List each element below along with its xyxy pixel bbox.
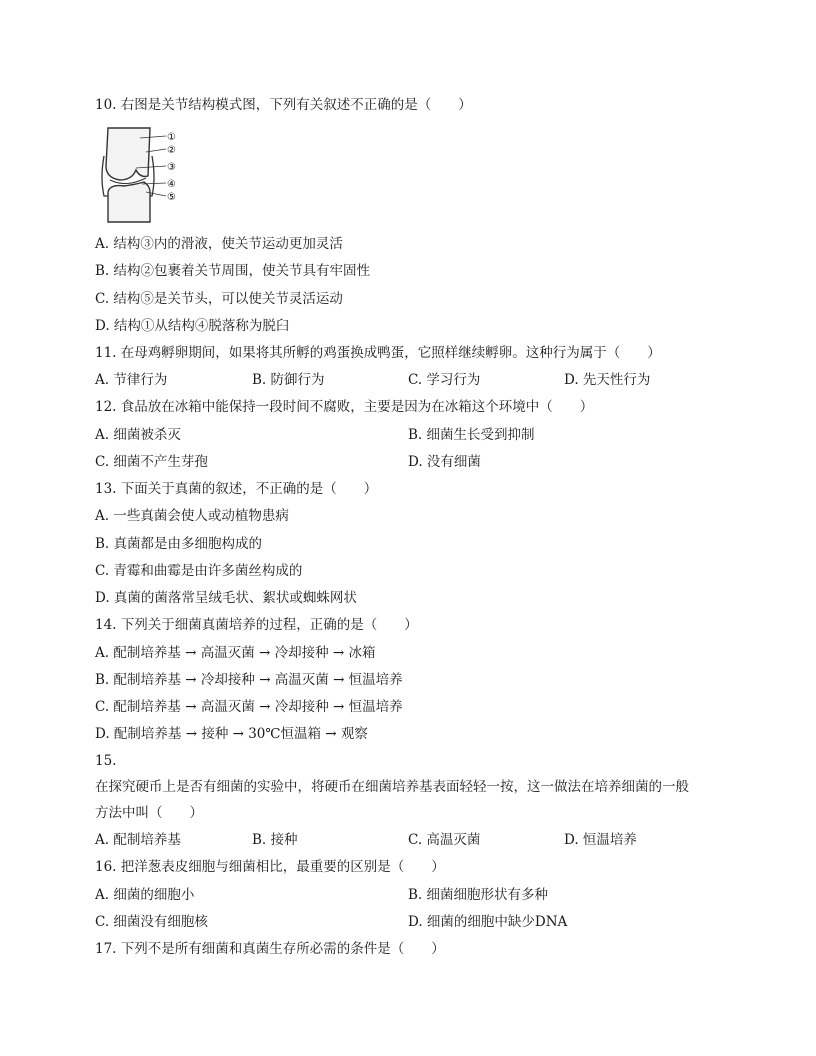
question-17-stem: 17. 下列不是所有细菌和真菌生存所必需的条件是（ ）	[95, 941, 445, 957]
question-11-option-c: C. 学习行为	[408, 372, 481, 388]
question-13-option-c: C. 青霉和曲霉是由许多菌丝构成的	[95, 563, 303, 579]
question-12-stem: 12. 食品放在冰箱中能保持一段时间不腐败，主要是因为在冰箱这个环境中（ ）	[95, 399, 594, 415]
label-1: ①	[167, 132, 176, 143]
question-11-stem: 11. 在母鸡孵卵期间，如果将其所孵的鸡蛋换成鸭蛋，它照样继续孵卵。这种行为属于（ ）	[95, 345, 661, 361]
question-13-option-a: A. 一些真菌会使人或动植物患病	[95, 508, 289, 524]
joint-structure-diagram	[96, 126, 184, 226]
label-3: ③	[167, 162, 176, 173]
question-10-option-a: A. 结构③内的滑液，使关节运动更加灵活	[95, 236, 343, 252]
question-15-number: 15.	[95, 753, 117, 769]
lower-bone	[108, 182, 150, 222]
label-2: ②	[167, 145, 176, 156]
question-15-option-b: B. 接种	[252, 832, 298, 848]
question-13-stem: 13. 下面关于真菌的叙述，不正确的是（ ）	[95, 481, 378, 497]
question-12-option-c: C. 细菌不产生芽孢	[95, 454, 208, 470]
question-14-option-a: A. 配制培养基 → 高温灭菌 → 冷却接种 → 冰箱	[95, 645, 376, 661]
question-13-option-b: B. 真菌都是由多细胞构成的	[95, 536, 263, 552]
question-11-option-a: A. 节律行为	[95, 372, 168, 388]
question-10-option-d: D. 结构①从结构④脱落称为脱臼	[95, 318, 290, 334]
question-16-option-b: B. 细菌细胞形状有多种	[408, 887, 549, 903]
question-15-stem-line1: 在探究硬币上是否有细菌的实验中，将硬币在细菌培养基表面轻轻一按，这一做法在培养细菌的一般	[95, 779, 689, 795]
question-14-option-b: B. 配制培养基 → 冷却接种 → 高温灭菌 → 恒温培养	[95, 672, 403, 688]
question-14-option-c: C. 配制培养基 → 高温灭菌 → 冷却接种 → 恒温培养	[95, 699, 403, 715]
label-5: ⑤	[167, 192, 176, 203]
question-12-option-b: B. 细菌生长受到抑制	[408, 427, 535, 443]
question-12-option-a: A. 细菌被杀灭	[95, 427, 181, 443]
question-16-option-c: C. 细菌没有细胞核	[95, 914, 208, 930]
label-4: ④	[167, 179, 176, 190]
question-14-option-d: D. 配制培养基 → 接种 → 30℃恒温箱 → 观察	[95, 726, 368, 742]
question-13-option-d: D. 真菌的菌落常呈绒毛状、絮状或蜘蛛网状	[95, 590, 357, 606]
question-16-option-d: D. 细菌的细胞中缺少DNA	[408, 914, 568, 930]
question-16-stem: 16. 把洋葱表皮细胞与细菌相比，最重要的区别是（ ）	[95, 859, 445, 875]
upper-bone	[106, 128, 150, 180]
question-12-option-d: D. 没有细菌	[408, 454, 481, 470]
question-10-option-b: B. 结构②包裹着关节周围，使关节具有牢固性	[95, 263, 371, 279]
joint-diagram-svg	[96, 126, 184, 226]
question-11-option-b: B. 防御行为	[252, 372, 325, 388]
question-10-option-c: C. 结构⑤是关节头，可以使关节灵活运动	[95, 291, 343, 307]
question-14-stem: 14. 下列关于细菌真菌培养的过程，正确的是（ ）	[95, 617, 418, 633]
question-15-option-d: D. 恒温培养	[564, 832, 637, 848]
question-15-option-a: A. 配制培养基	[95, 832, 181, 848]
question-10-stem: 10. 右图是关节结构模式图，下列有关叙述不正确的是（ ）	[95, 97, 472, 113]
question-15-stem-line2: 方法中叫（ ）	[95, 805, 203, 821]
question-15-option-c: C. 高温灭菌	[408, 832, 481, 848]
question-11-option-d: D. 先天性行为	[564, 372, 651, 388]
question-16-option-a: A. 细菌的细胞小	[95, 887, 195, 903]
